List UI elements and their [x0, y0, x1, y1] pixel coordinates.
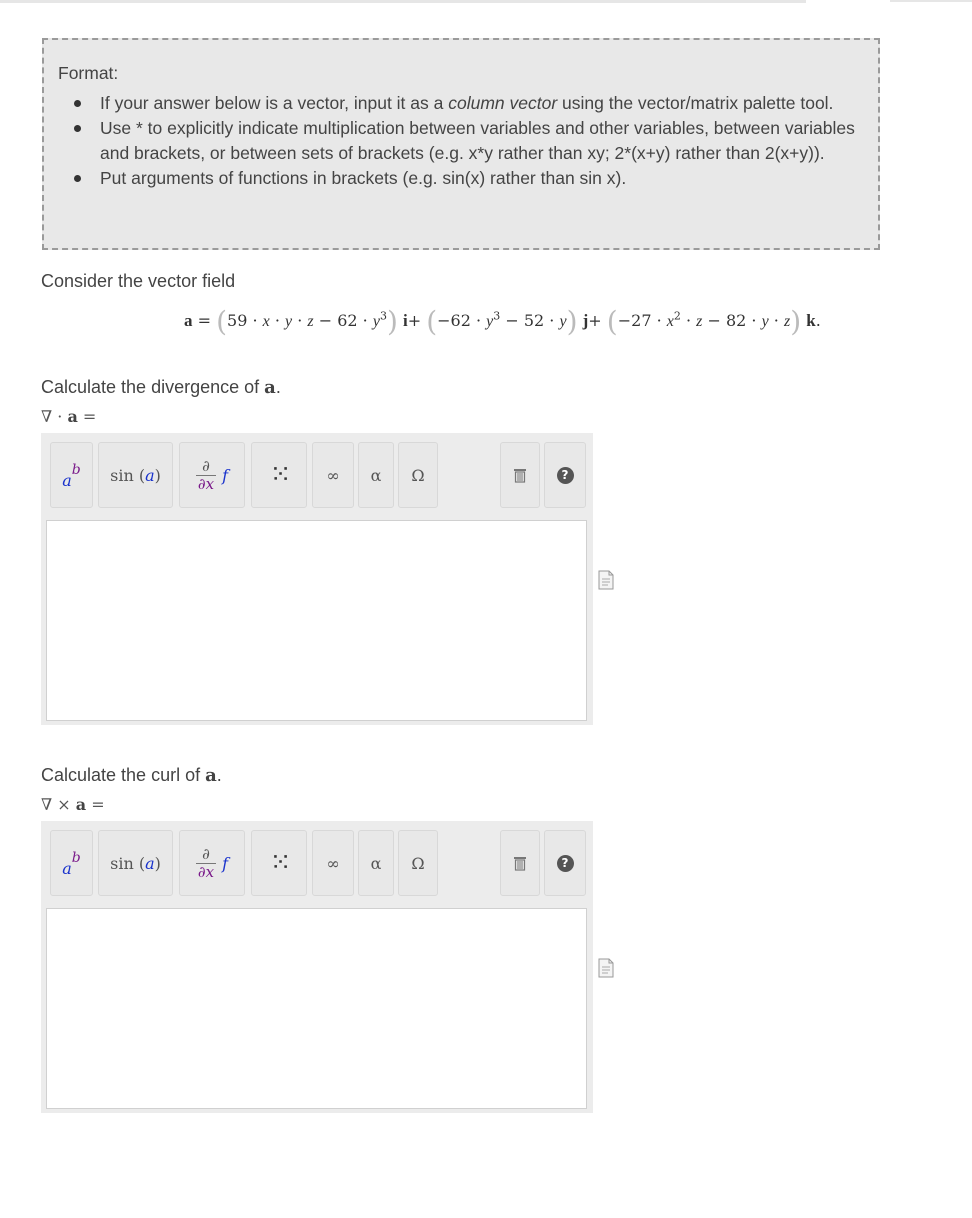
document-icon[interactable]: [598, 958, 614, 978]
partial-derivative-button[interactable]: ∂ ∂x f: [179, 442, 245, 508]
format-list: [58, 91, 864, 191]
curl-label: ∇ × a =: [41, 795, 105, 814]
trash-icon: [513, 467, 527, 483]
matrix-button[interactable]: ⁙: [251, 442, 307, 508]
trash-icon: [513, 855, 527, 871]
help-icon: ?: [557, 855, 574, 872]
clear-trash-button[interactable]: [500, 442, 540, 508]
curl-prompt: Calculate the curl of a.: [41, 765, 222, 786]
vector-field-equation: $a = (59 \cdot x \cdot y \cdot z - 62 \cdot y^3)$ $i+ (-62 \cdot y^3 - 52 \cdot y)$ $j+ (-27 \cdot x^2 \cdot z - 82 \cdot y \cdot z)$ k.: [184, 305, 821, 338]
divergence-label: ∇ · a =: [41, 407, 97, 426]
help-icon: ?: [557, 467, 574, 484]
divergence-prompt: Calculate the divergence of a.: [41, 377, 281, 398]
sin-button[interactable]: sin ( a ): [98, 830, 173, 896]
infinity-button[interactable]: ∞: [312, 830, 354, 896]
help-button[interactable]: [544, 442, 586, 508]
top-divider: [0, 0, 806, 3]
greek-alpha-button[interactable]: α: [358, 442, 394, 508]
document-icon[interactable]: [598, 570, 614, 590]
format-title: Format:: [58, 63, 119, 83]
clear-trash-button[interactable]: [500, 830, 540, 896]
help-button[interactable]: [544, 830, 586, 896]
curl-answer-editor: [41, 821, 593, 1113]
question-intro: Consider the vector field: [41, 271, 236, 291]
greek-alpha-button[interactable]: α: [358, 830, 394, 896]
symbols-omega-button[interactable]: Ω: [398, 830, 438, 896]
divergence-answer-editor: [41, 433, 593, 725]
symbols-omega-button[interactable]: Ω: [398, 442, 438, 508]
format-bullet-2: Use * to explicitly indicate multiplication between variables and other variables, between variables and brackets, or between sets of brackets (e.g. x*y rather than xy; 2*(x+y) rather than 2(x+y)).: [100, 116, 864, 165]
power-button[interactable]: a b: [50, 442, 93, 508]
top-divider-right: [890, 0, 972, 2]
format-instructions-box: [42, 38, 880, 250]
power-button[interactable]: a b: [50, 830, 93, 896]
sin-button[interactable]: sin ( a ): [98, 442, 173, 508]
partial-derivative-button[interactable]: ∂ ∂x f: [179, 830, 245, 896]
curl-input-area[interactable]: [46, 908, 587, 1109]
format-bullet-3: Put arguments of functions in brackets (e.g. sin(x) rather than sin x).: [100, 166, 864, 191]
format-bullet-1: If your answer below is a vector, input it as a column vector using the vector/matrix palette tool.: [100, 91, 864, 116]
divergence-input-area[interactable]: [46, 520, 587, 721]
matrix-button[interactable]: ⁙: [251, 830, 307, 896]
infinity-button[interactable]: ∞: [312, 442, 354, 508]
